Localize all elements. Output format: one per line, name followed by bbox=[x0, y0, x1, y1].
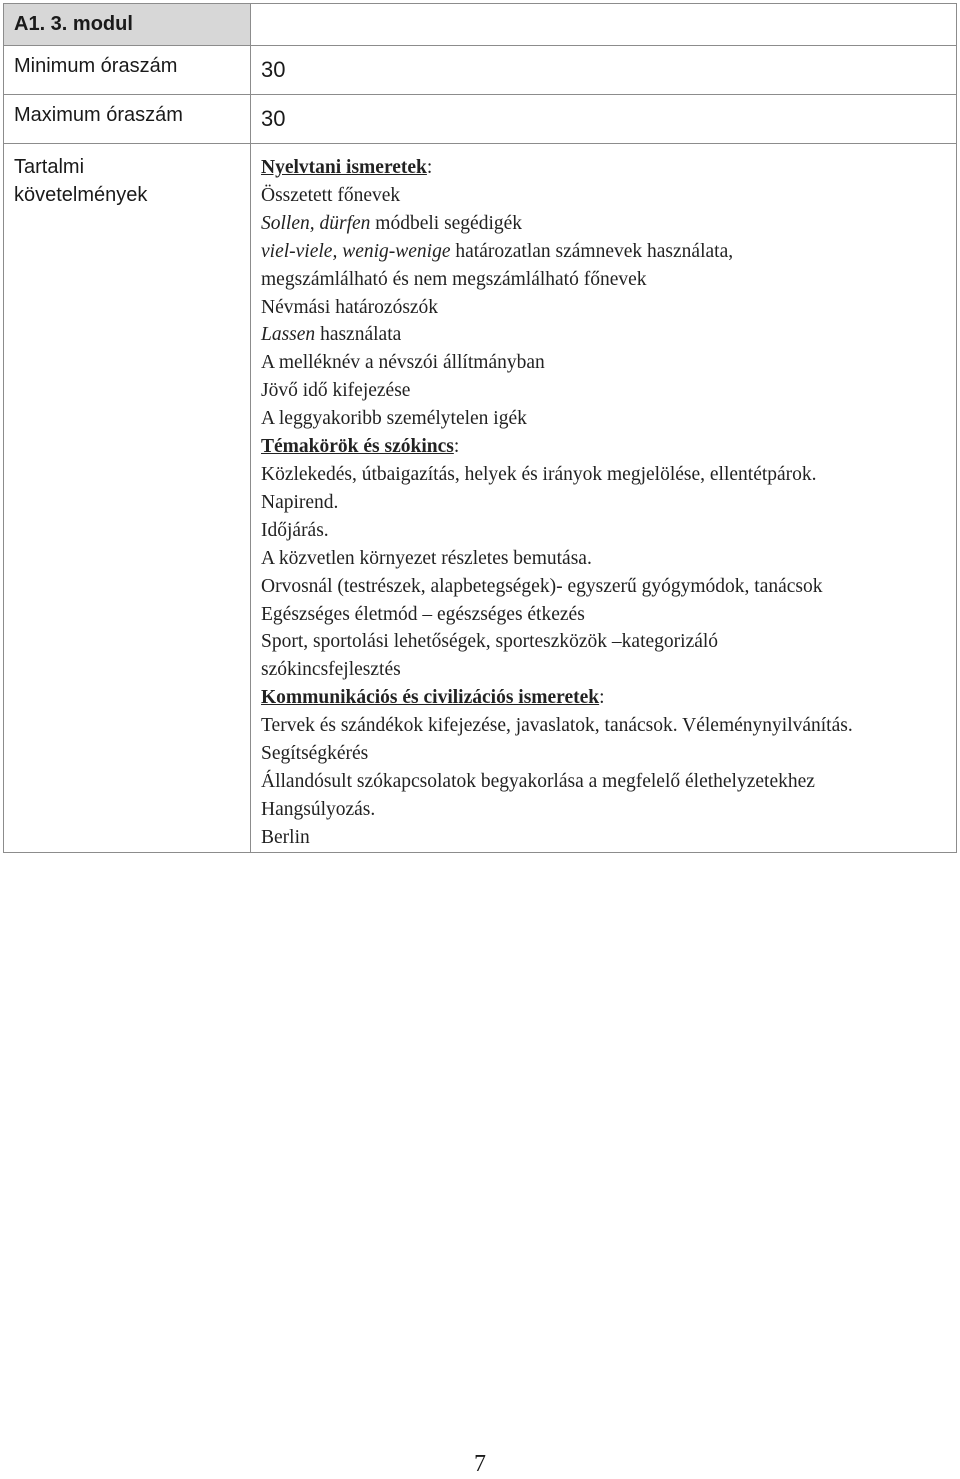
grammar-item-9: A leggyakoribb személytelen igék bbox=[261, 408, 527, 430]
grammar-item-4: megszámlálható és nem megszámlálható főnevek bbox=[261, 268, 647, 290]
max-hours-label: Maximum óraszám bbox=[4, 95, 251, 144]
grammar-heading-line bbox=[261, 154, 956, 182]
grammar-item-3-italic: viel-viele, wenig-wenige bbox=[261, 240, 451, 262]
communication-item-2: Segítségkérés bbox=[261, 743, 369, 765]
grammar-heading-colon: : bbox=[426, 157, 433, 178]
topics-item-3: Időjárás. bbox=[261, 519, 329, 541]
communication-item-4: Hangsúlyozás. bbox=[261, 798, 376, 820]
grammar-item-3-text: határozatlan számnevek használata, bbox=[450, 240, 734, 262]
topics-item-5: Orvosnál (testrészek, alapbetegségek)- egyszerű gyógymódok, tanácsok bbox=[261, 575, 823, 597]
topics-item-7: Sport, sportolási lehetőségek, sporteszközök –kategorizáló bbox=[261, 631, 719, 653]
min-hours-row bbox=[4, 46, 957, 95]
content-requirements-label bbox=[4, 144, 251, 853]
grammar-item-3 bbox=[261, 238, 956, 266]
topics-item-2: Napirend. bbox=[261, 491, 339, 513]
content-label-line2: követelmények bbox=[14, 184, 148, 206]
min-hours-label: Minimum óraszám bbox=[4, 46, 251, 95]
topics-heading-colon: : bbox=[453, 436, 460, 458]
topics-item-1: Közlekedés, útbaigazítás, helyek és irányok megjelölése, ellentétpárok. bbox=[261, 463, 817, 485]
communication-heading-colon: : bbox=[599, 687, 605, 709]
grammar-item-6-italic: Lassen bbox=[261, 324, 316, 346]
content-label-line1: Tartalmi bbox=[14, 156, 85, 178]
grammar-item-5: Névmási határozószók bbox=[261, 296, 439, 318]
communication-item-3: Állandósult szókapcsolatok begyakorlása a megfelelő élethelyzetekhez bbox=[261, 770, 815, 792]
communication-heading-line bbox=[261, 684, 956, 712]
page-number: 7 bbox=[474, 1451, 486, 1477]
topics-heading-line bbox=[261, 433, 956, 461]
communication-heading: Kommunikációs és civilizációs ismeretek bbox=[261, 687, 600, 709]
grammar-item-6 bbox=[261, 321, 956, 349]
module-title: A1. 3. modul bbox=[4, 4, 251, 46]
module-header-empty-cell bbox=[251, 4, 957, 46]
max-hours-row bbox=[4, 95, 957, 144]
grammar-item-8: Jövő idő kifejezése bbox=[261, 380, 411, 402]
topics-item-8: szókincsfejlesztés bbox=[261, 659, 401, 681]
grammar-item-1: Összetett főnevek bbox=[261, 184, 401, 206]
content-requirements-body bbox=[251, 144, 957, 853]
grammar-item-7: A melléknév a névszói állítmányban bbox=[261, 352, 545, 374]
grammar-item-2 bbox=[261, 210, 956, 238]
topics-heading: Témakörök és szókincs bbox=[261, 436, 454, 458]
grammar-heading: Nyelvtani ismeretek bbox=[261, 157, 427, 178]
grammar-item-2-text: módbeli segédigék bbox=[370, 212, 523, 234]
grammar-item-6-text: használata bbox=[315, 324, 402, 346]
grammar-item-2-italic: Sollen, dürfen bbox=[261, 212, 371, 234]
communication-item-1: Tervek és szándékok kifejezése, javaslatok, tanácsok. Véleménynyilvánítás. bbox=[261, 715, 853, 737]
content-requirements-row bbox=[4, 144, 957, 853]
topics-item-4: A közvetlen környezet részletes bemutása. bbox=[261, 547, 592, 569]
module-table bbox=[3, 3, 957, 853]
communication-item-5: Berlin bbox=[261, 826, 310, 848]
topics-item-6: Egészséges életmód – egészséges étkezés bbox=[261, 603, 585, 625]
module-header-row bbox=[4, 4, 957, 46]
min-hours-value: 30 bbox=[251, 46, 957, 95]
max-hours-value: 30 bbox=[251, 95, 957, 144]
